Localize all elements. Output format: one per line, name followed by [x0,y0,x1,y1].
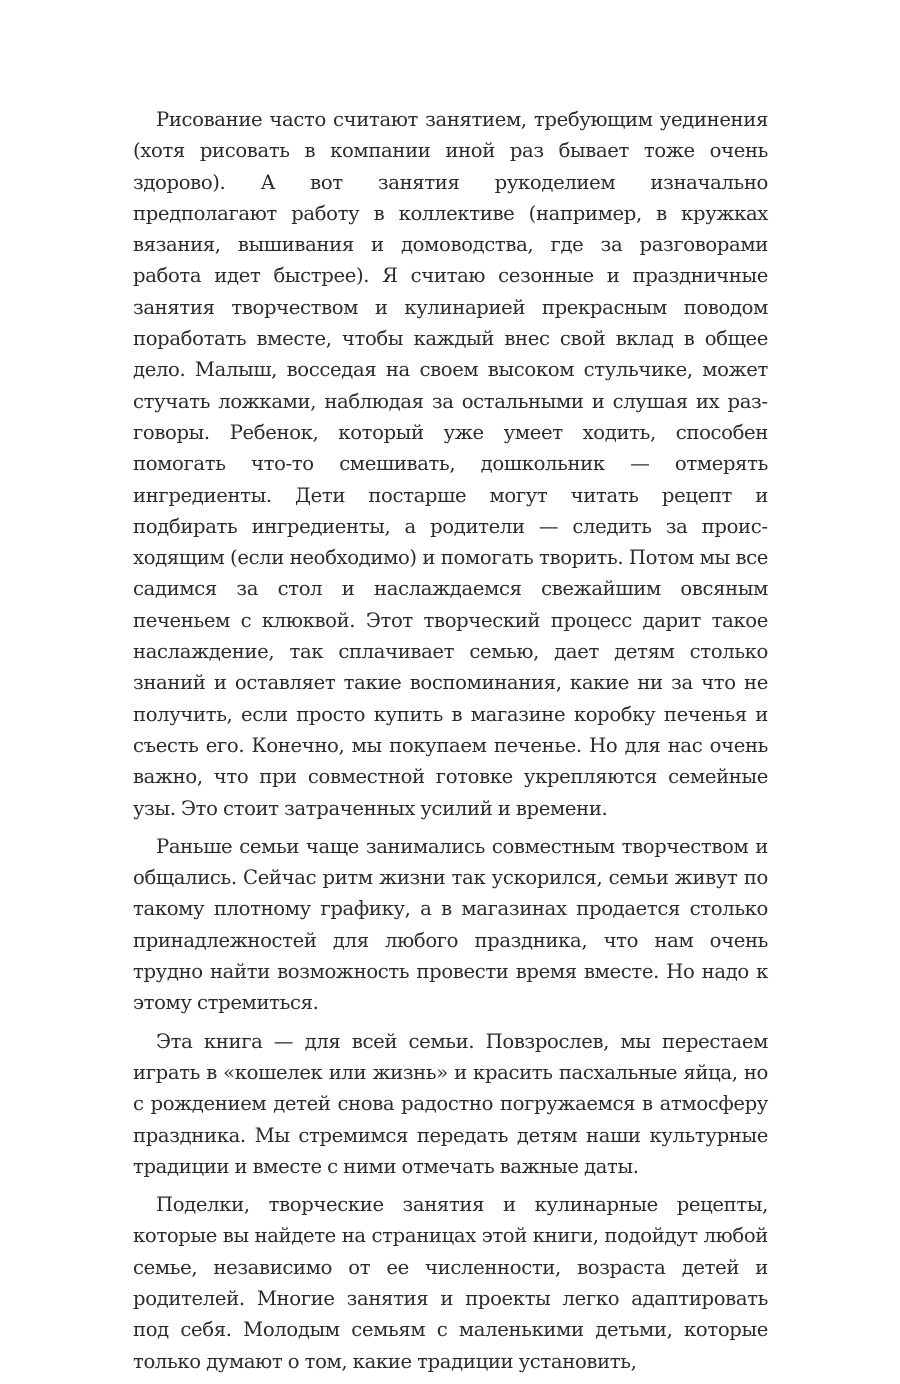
paragraph-1: Рисование часто считают занятием, требующим уединения (хотя рисовать в компании иной раз бывает тоже очень здорово). А вот занятия рукоделием изначально предполагают работу в коллективе (например, в кружках вязания, вышивания и домоводства, где за разговорами работа идет быстрее). Я считаю сезонные и праздничные занятия творчеством и кулинарией прекрасным поводом поработать вместе, чтобы каждый внес свой вклад в общее дело. Малыш, восседая на своем высоком стульчике, может стучать ложками, наблюдая за остальными и слушая их разговоры. Ребенок, который уже умеет ходить, способен помогать что-то смешивать, дошкольник — отмерять ингредиенты. Дети постарше могут читать рецепт и подбирать ингредиенты, а родители — следить за происходящим (если необходимо) и помогать творить. Потом мы все садимся за стол и наслаждаемся свежайшим овсяным печеньем с клюквой. Этот творческий процесс дарит такое наслаждение, так сплачивает семью, дает детям столько знаний и оставляет такие воспоминания, какие ни за что не получить, если просто купить в магазине коробку печенья и съесть его. Конечно, мы покупаем печенье. Но для нас очень важно, что при совместной готовке укрепляются семейные узы. Это стоит затраченных усилий и времени. [133,108,768,820]
paragraph-2: Раньше семьи чаще занимались совместным творчеством и общались. Сейчас ритм жизни так ускорился, семьи живут по такому плотному графику, а в магазинах продается столько принадлежностей для любого праздника, что нам очень трудно найти возможность провести время вместе. Но надо к этому стремиться. [133,834,768,1015]
body-text [133,104,768,1384]
paragraph-3: Эта книга — для всей семьи. Повзрослев, мы перестаем играть в «кошелек или жизнь» и красить пасхальные яйца, но с рождением детей снова радостно погружаемся в атмосферу праздника. Мы стремимся передать детям наши культурные традиции и вместе с ними отмечать важные даты. [133,1029,768,1178]
paragraph-4: Поделки, творческие занятия и кулинарные рецепты, которые вы найдете на страницах этой книги, подойдут любой семье, независимо от ее численности, возраста детей и родителей. Многие занятия и проекты легко адаптировать под себя. Молодым семьям с маленькими детьми, которые только думают о том, какие традиции установить, [133,1193,768,1373]
